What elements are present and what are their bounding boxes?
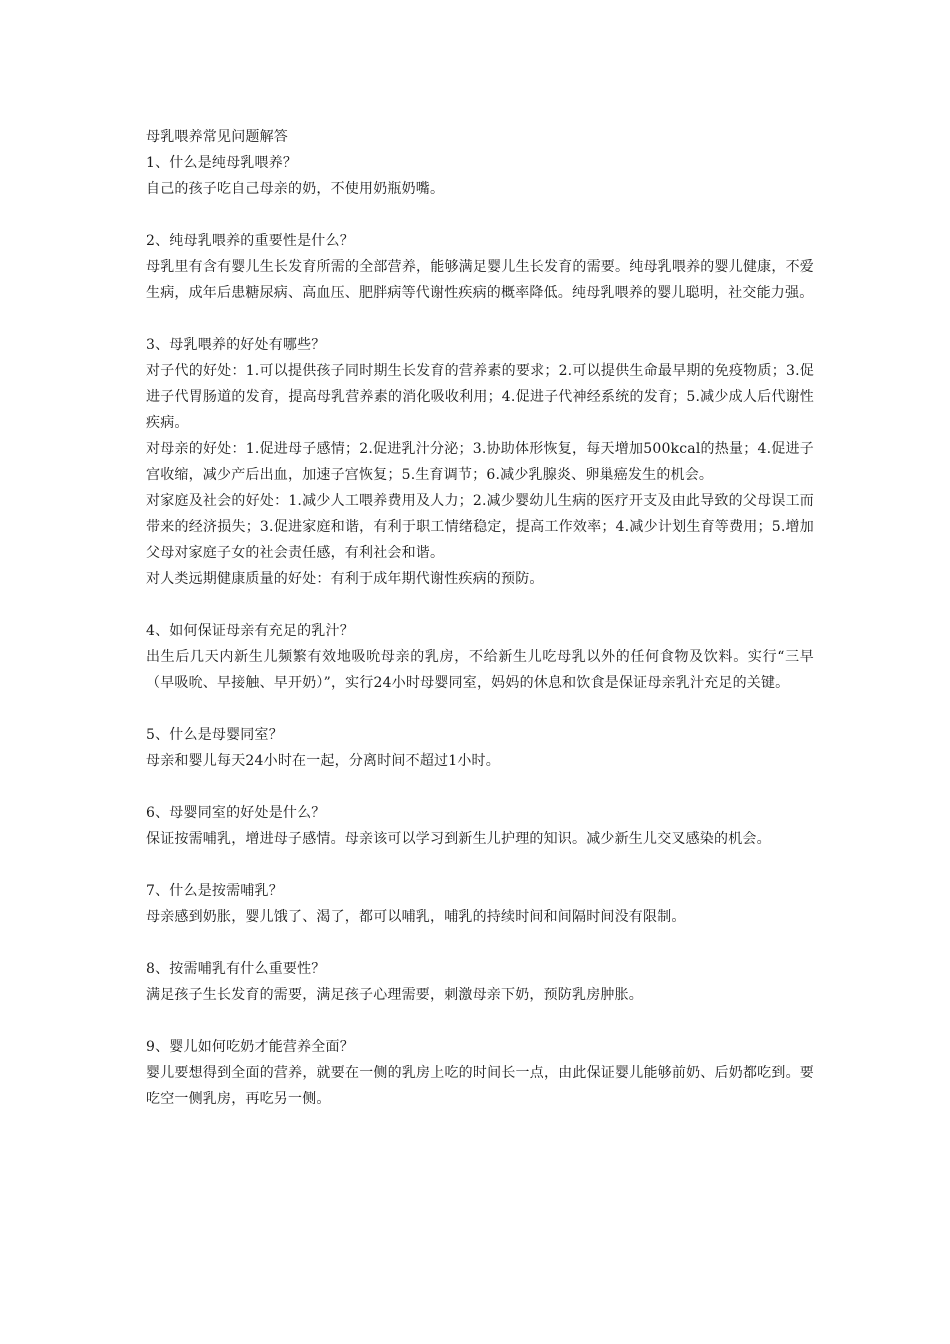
question: 2、纯母乳喂养的重要性是什么？ <box>146 233 354 249</box>
question: 1、什么是纯母乳喂养？ <box>146 155 298 171</box>
answer-paragraph: 对人类远期健康质量的好处：有利于成年期代谢性疾病的预防。 <box>146 571 544 587</box>
answer-paragraph: 对家庭及社会的好处：1.减少人工喂养费用及人力；2.减少婴幼儿生病的医疗开支及由此导致的父母误工而带来的经济损失；3.促进家庭和谐，有利于职工情绪稳定，提高工作效率；4.减少计划生育等费用；5.增加父母对家庭子女的社会责任感，有利社会和谐。 <box>146 493 814 561</box>
answer-paragraph: 对母亲的好处：1.促进母子感情；2.促进乳汁分泌；3.协助体形恢复，每天增加500kcal的热量；4.促进子宫收缩，减少产后出血，加速子宫恢复；5.生育调节；6.减少乳腺炎、卵巢癌发生的机会。 <box>146 441 814 483</box>
answer-paragraph: 自己的孩子吃自己母亲的奶，不使用奶瓶奶嘴。 <box>146 181 445 197</box>
document-page <box>146 124 814 1112</box>
question: 6、母婴同室的好处是什么？ <box>146 805 326 821</box>
answer-paragraph: 母亲感到奶胀，婴儿饿了、渴了，都可以哺乳，哺乳的持续时间和间隔时间没有限制。 <box>146 909 686 925</box>
answer-paragraph: 婴儿要想得到全面的营养，就要在一侧的乳房上吃的时间长一点，由此保证婴儿能够前奶、后奶都吃到。要吃空一侧乳房，再吃另一侧。 <box>146 1065 814 1107</box>
qa-list <box>146 150 814 1112</box>
qa-section <box>146 956 814 1008</box>
answer-paragraph: 对子代的好处：1.可以提供孩子同时期生长发育的营养素的要求；2.可以提供生命最早期的免疫物质；3.促进子代胃肠道的发育，提高母乳营养素的消化吸收利用；4.促进子代神经系统的发育；5.减少成人后代谢性疾病。 <box>146 363 814 431</box>
answer-paragraph: 母乳里有含有婴儿生长发育所需的全部营养，能够满足婴儿生长发育的需要。纯母乳喂养的婴儿健康，不爱生病，成年后患糖尿病、高血压、肥胖病等代谢性疾病的概率降低。纯母乳喂养的婴儿聪明，社交能力强。 <box>146 259 814 301</box>
question: 5、什么是母婴同室？ <box>146 727 283 743</box>
qa-section <box>146 618 814 696</box>
question: 3、母乳喂养的好处有哪些？ <box>146 337 326 353</box>
question: 4、如何保证母亲有充足的乳汁？ <box>146 623 354 639</box>
qa-section <box>146 878 814 930</box>
answer-paragraph: 出生后几天内新生儿频繁有效地吸吮母亲的乳房，不给新生儿吃母乳以外的任何食物及饮料。实行“三早（早吸吮、早接触、早开奶）”，实行24小时母婴同室，妈妈的休息和饮食是保证母亲乳汁充足的关键。 <box>146 649 814 691</box>
qa-section <box>146 800 814 852</box>
answer-paragraph: 母亲和婴儿每天24小时在一起，分离时间不超过1小时。 <box>146 753 500 769</box>
qa-section <box>146 228 814 306</box>
qa-section <box>146 150 814 202</box>
qa-section <box>146 1034 814 1112</box>
answer-paragraph: 满足孩子生长发育的需要，满足孩子心理需要，刺激母亲下奶，预防乳房肿胀。 <box>146 987 643 1003</box>
answer-paragraph: 保证按需哺乳，增进母子感情。母亲该可以学习到新生儿护理的知识。减少新生儿交叉感染的机会。 <box>146 831 771 847</box>
qa-section <box>146 332 814 592</box>
question: 9、婴儿如何吃奶才能营养全面？ <box>146 1039 354 1055</box>
question: 8、按需哺乳有什么重要性？ <box>146 961 326 977</box>
qa-section <box>146 722 814 774</box>
document-title: 母乳喂养常见问题解答 <box>146 129 288 145</box>
question: 7、什么是按需哺乳？ <box>146 883 283 899</box>
